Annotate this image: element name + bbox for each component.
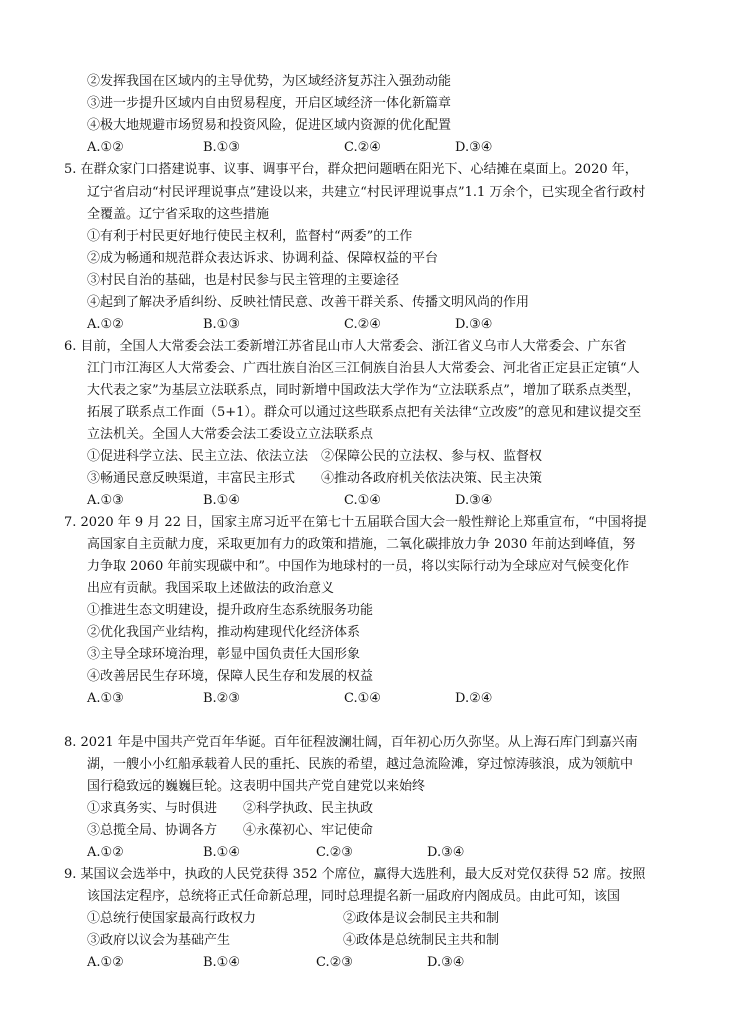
q9-stem-line-1: 9. 某国议会选举中，执政的人民党获得 352 个席位，赢得大选胜利，最大反对党仅获得 52 席。按照: [64, 867, 646, 882]
q4-option-b[interactable]: B.①③: [203, 140, 240, 155]
q7-option-b[interactable]: B.②③: [203, 691, 240, 706]
q6-option-d[interactable]: D.③④: [455, 493, 493, 508]
q9-option-a[interactable]: A.①②: [87, 955, 124, 970]
q7-option-d[interactable]: D.②④: [455, 691, 493, 706]
q8-statements-1-2: ①求真务实、与时俱进 ②科学执政、民主执政: [87, 801, 374, 816]
q6-statements-1-2: ①促进科学立法、民主立法、依法立法 ②保障公民的立法权、参与权、监督权: [87, 449, 543, 464]
q4-statement-3: ③进一步提升区域内自由贸易程度，开启区域经济一体化新篇章: [87, 96, 452, 111]
q4-statement-2: ②发挥我国在区域内的主导优势，为区域经济复苏注入强劲动能: [87, 74, 452, 89]
q6-option-a[interactable]: A.①③: [87, 493, 124, 508]
q8-stem-line-1: 8. 2021 年是中国共产党百年华诞。百年征程波澜壮阔，百年初心历久弥坚。从上海石库门到嘉兴南: [64, 735, 638, 750]
q5-option-d[interactable]: D.③④: [455, 317, 493, 332]
q7-option-a[interactable]: A.①③: [87, 691, 124, 706]
q5-option-a[interactable]: A.①②: [87, 317, 124, 332]
q9-option-b[interactable]: B.①④: [203, 955, 240, 970]
q9-option-d[interactable]: D.③④: [427, 955, 465, 970]
q7-stem-line-1: 7. 2020 年 9 月 22 日，国家主席习近平在第七十五届联合国大会一般性辩论上郑重宣布，“中国将提: [64, 515, 647, 530]
q8-stem-line-3: 国行稳致远的巍巍巨轮。这表明中国共产党自建党以来始终: [87, 779, 426, 794]
q9-stem-line-2: 该国法定程序，总统将正式任命新总理，同时总理提名新一届政府内阁成员。由此可知，该国: [87, 889, 621, 904]
q5-statement-3: ③村民自治的基础，也是村民参与民主管理的主要途径: [87, 273, 400, 288]
q7-statement-1: ①推进生态文明建设，提升政府生态系统服务功能: [87, 603, 374, 618]
q8-option-b[interactable]: B.①④: [203, 845, 240, 860]
q7-stem-line-2: 高国家自主贡献力度，采取更加有力的政策和措施，二氧化碳排放力争 2030 年前达到峰值，努: [87, 537, 636, 552]
q8-option-a[interactable]: A.①②: [87, 845, 124, 860]
q9-option-c[interactable]: C.②③: [316, 955, 353, 970]
q6-option-c[interactable]: C.①④: [344, 493, 381, 508]
q6-stem-line-3: 大代表之家”为基层立法联系点，同时新增中国政法大学作为“立法联系点”，增加了联系点类型，: [87, 383, 640, 398]
q5-stem-line-3: 全覆盖。辽宁省采取的这些措施: [87, 207, 270, 222]
q6-stem-line-4: 拓展了联系点工作面（5+1）。群众可以通过这些联系点把有关法律“立改废”的意见和建议提交至: [87, 405, 642, 420]
q8-option-d[interactable]: D.③④: [427, 845, 465, 860]
q4-statement-4: ④极大地规避市场贸易和投资风险，促进区域内资源的优化配置: [87, 118, 452, 133]
q5-option-b[interactable]: B.①③: [203, 317, 240, 332]
q4-option-d[interactable]: D.③④: [455, 140, 493, 155]
q9-statement-4: ④政体是总统制民主共和制: [343, 933, 500, 948]
q9-statement-2: ②政体是议会制民主共和制: [343, 911, 500, 926]
q6-stem-line-1: 6. 目前，全国人大常委会法工委新增江苏省昆山市人大常委会、浙江省义乌市人大常委会、广东省: [64, 339, 627, 354]
q6-stem-line-5: 立法机关。全国人大常委会法工委设立立法联系点: [87, 427, 374, 442]
q8-stem-line-2: 湖，一艘小小红船承载着人民的重托、民族的希望，越过急流险滩，穿过惊涛骇浪，成为领航中: [87, 757, 634, 772]
q5-statement-4: ④起到了解决矛盾纠纷、反映社情民意、改善干群关系、传播文明风尚的作用: [87, 295, 530, 310]
q8-option-c[interactable]: C.②③: [316, 845, 353, 860]
q6-statements-3-4: ③畅通民意反映渠道，丰富民主形式 ④推动各政府机关依法决策、民主决策: [87, 471, 543, 486]
q7-statement-2: ②优化我国产业结构，推动构建现代化经济体系: [87, 625, 361, 640]
q8-statements-3-4: ③总揽全局、协调各方 ④永葆初心、牢记使命: [87, 823, 374, 838]
q7-statement-3: ③主导全球环境治理，彰显中国负责任大国形象: [87, 647, 361, 662]
q5-stem-line-1: 5. 在群众家门口搭建说事、议事、调事平台，群众把问题晒在阳光下、心结摊在桌面上。2020 年，: [64, 162, 638, 177]
q5-statement-2: ②成为畅通和规范群众表达诉求、协调利益、保障权益的平台: [87, 251, 439, 266]
q7-stem-line-4: 出应有贡献。我国采取上述做法的政治意义: [87, 581, 335, 596]
q7-stem-line-3: 力争取 2060 年前实现碳中和”。中国作为地球村的一员，将以实际行动为全球应对气候变化作: [87, 559, 629, 574]
q6-stem-line-2: 江门市江海区人大常委会、广西壮族自治区三江侗族自治县人大常委会、河北省正定县正定镇“人: [87, 361, 640, 376]
q4-option-c[interactable]: C.②④: [344, 140, 381, 155]
q9-statement-3: ③政府以议会为基础产生: [87, 933, 231, 948]
q7-option-c[interactable]: C.①④: [344, 691, 381, 706]
q6-option-b[interactable]: B.①④: [203, 493, 240, 508]
q5-statement-1: ①有利于村民更好地行使民主权利，监督村“两委”的工作: [87, 229, 413, 244]
q5-stem-line-2: 辽宁省启动“村民评理说事点”建设以来，共建立“村民评理说事点”1.1 万余个，已实现全省行政村: [87, 185, 646, 200]
q9-statement-1: ①总统行使国家最高行政权力: [87, 911, 257, 926]
q7-statement-4: ④改善居民生存环境，保障人民生存和发展的权益: [87, 669, 374, 684]
q4-option-a[interactable]: A.①②: [87, 140, 124, 155]
q5-option-c[interactable]: C.②④: [344, 317, 381, 332]
